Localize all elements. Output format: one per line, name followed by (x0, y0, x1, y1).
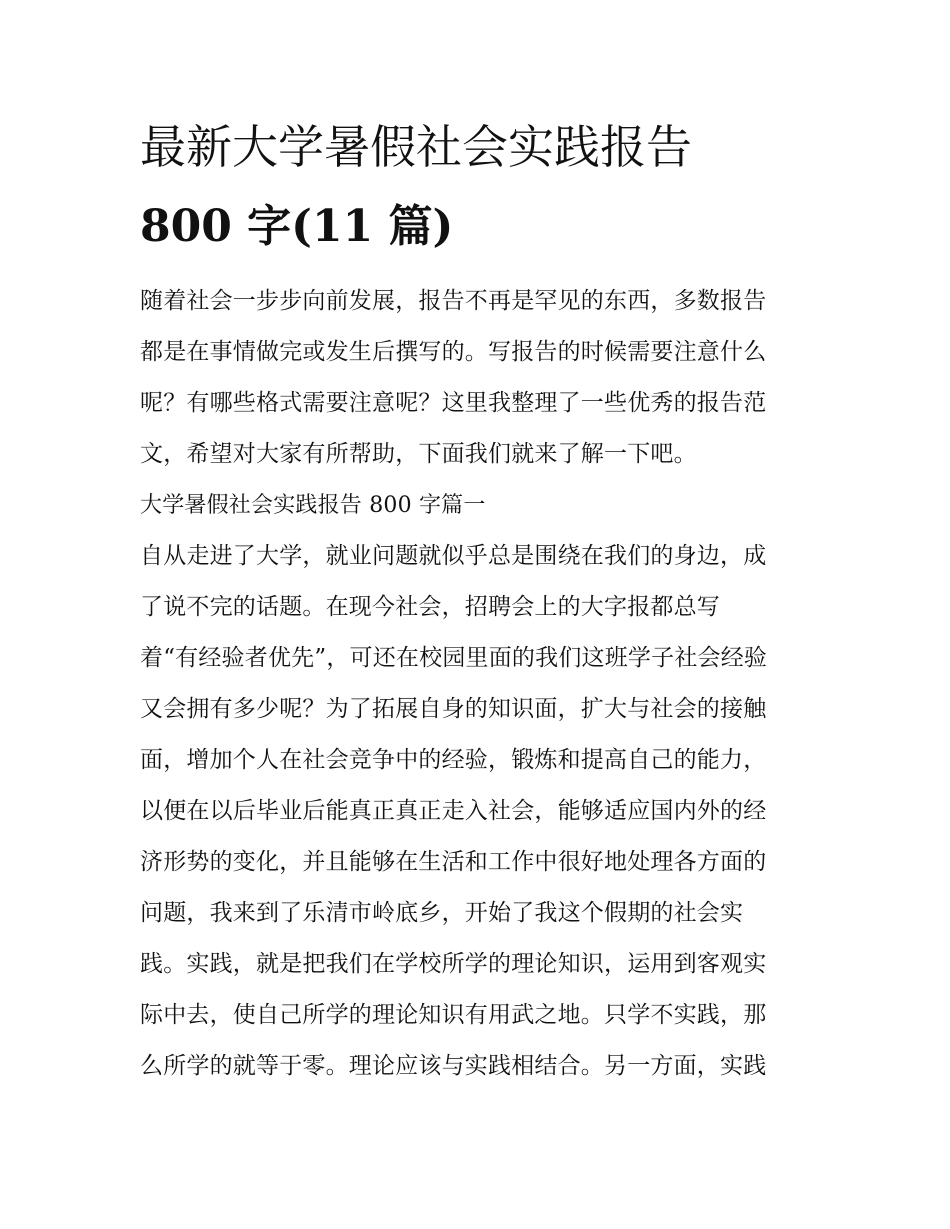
paragraph-line: 着“有经验者优先”，可还在校园里面的我们这班学子社会经验 (140, 645, 768, 671)
title-line-2: 800 字(11 篇) (140, 201, 454, 252)
paragraph-line: 又会拥有多少呢？为了拓展自身的知识面，扩大与社会的接触 (140, 696, 767, 722)
paragraph-line: 践。实践，就是把我们在学校所学的理论知识，运用到客观实 (140, 951, 767, 977)
paragraph-line: 文，希望对大家有所帮助，下面我们就来了解一下吧。 (140, 441, 697, 467)
title-line-1: 最新大学暑假社会实践报告 (140, 120, 692, 174)
paragraph-line: 随着社会一步步向前发展，报告不再是罕见的东西，多数报告 (140, 288, 767, 314)
paragraph-line: 问题，我来到了乐清市岭底乡，开始了我这个假期的社会实 (140, 900, 744, 926)
document-title (140, 112, 820, 272)
paragraph-line: 际中去，使自己所学的理论知识有用武之地。只学不实践，那 (140, 1002, 767, 1028)
paragraph-line: 济形势的变化，并且能够在生活和工作中很好地处理各方面的 (140, 849, 767, 875)
paragraph-line: 了说不完的话题。在现今社会，招聘会上的大字报都总写 (140, 594, 720, 620)
paragraph-line: 自从走进了大学，就业问题就似乎总是围绕在我们的身边，成 (140, 543, 767, 569)
section-heading: 大学暑假社会实践报告 800 字篇一 (140, 493, 486, 518)
paragraph-line: 面，增加个人在社会竞争中的经验，锻炼和提高自己的能力， (140, 747, 767, 773)
document-body (140, 276, 830, 1092)
paragraph-line: 以便在以后毕业后能真正真正走入社会，能够适应国内外的经 (140, 798, 767, 824)
paragraph-line: 呢？有哪些格式需要注意呢？这里我整理了一些优秀的报告范 (140, 390, 767, 416)
paragraph-line: 都是在事情做完或发生后撰写的。写报告的时候需要注意什么 (140, 339, 767, 365)
paragraph-line: 么所学的就等于零。理论应该与实践相结合。另一方面，实践 (140, 1053, 767, 1079)
